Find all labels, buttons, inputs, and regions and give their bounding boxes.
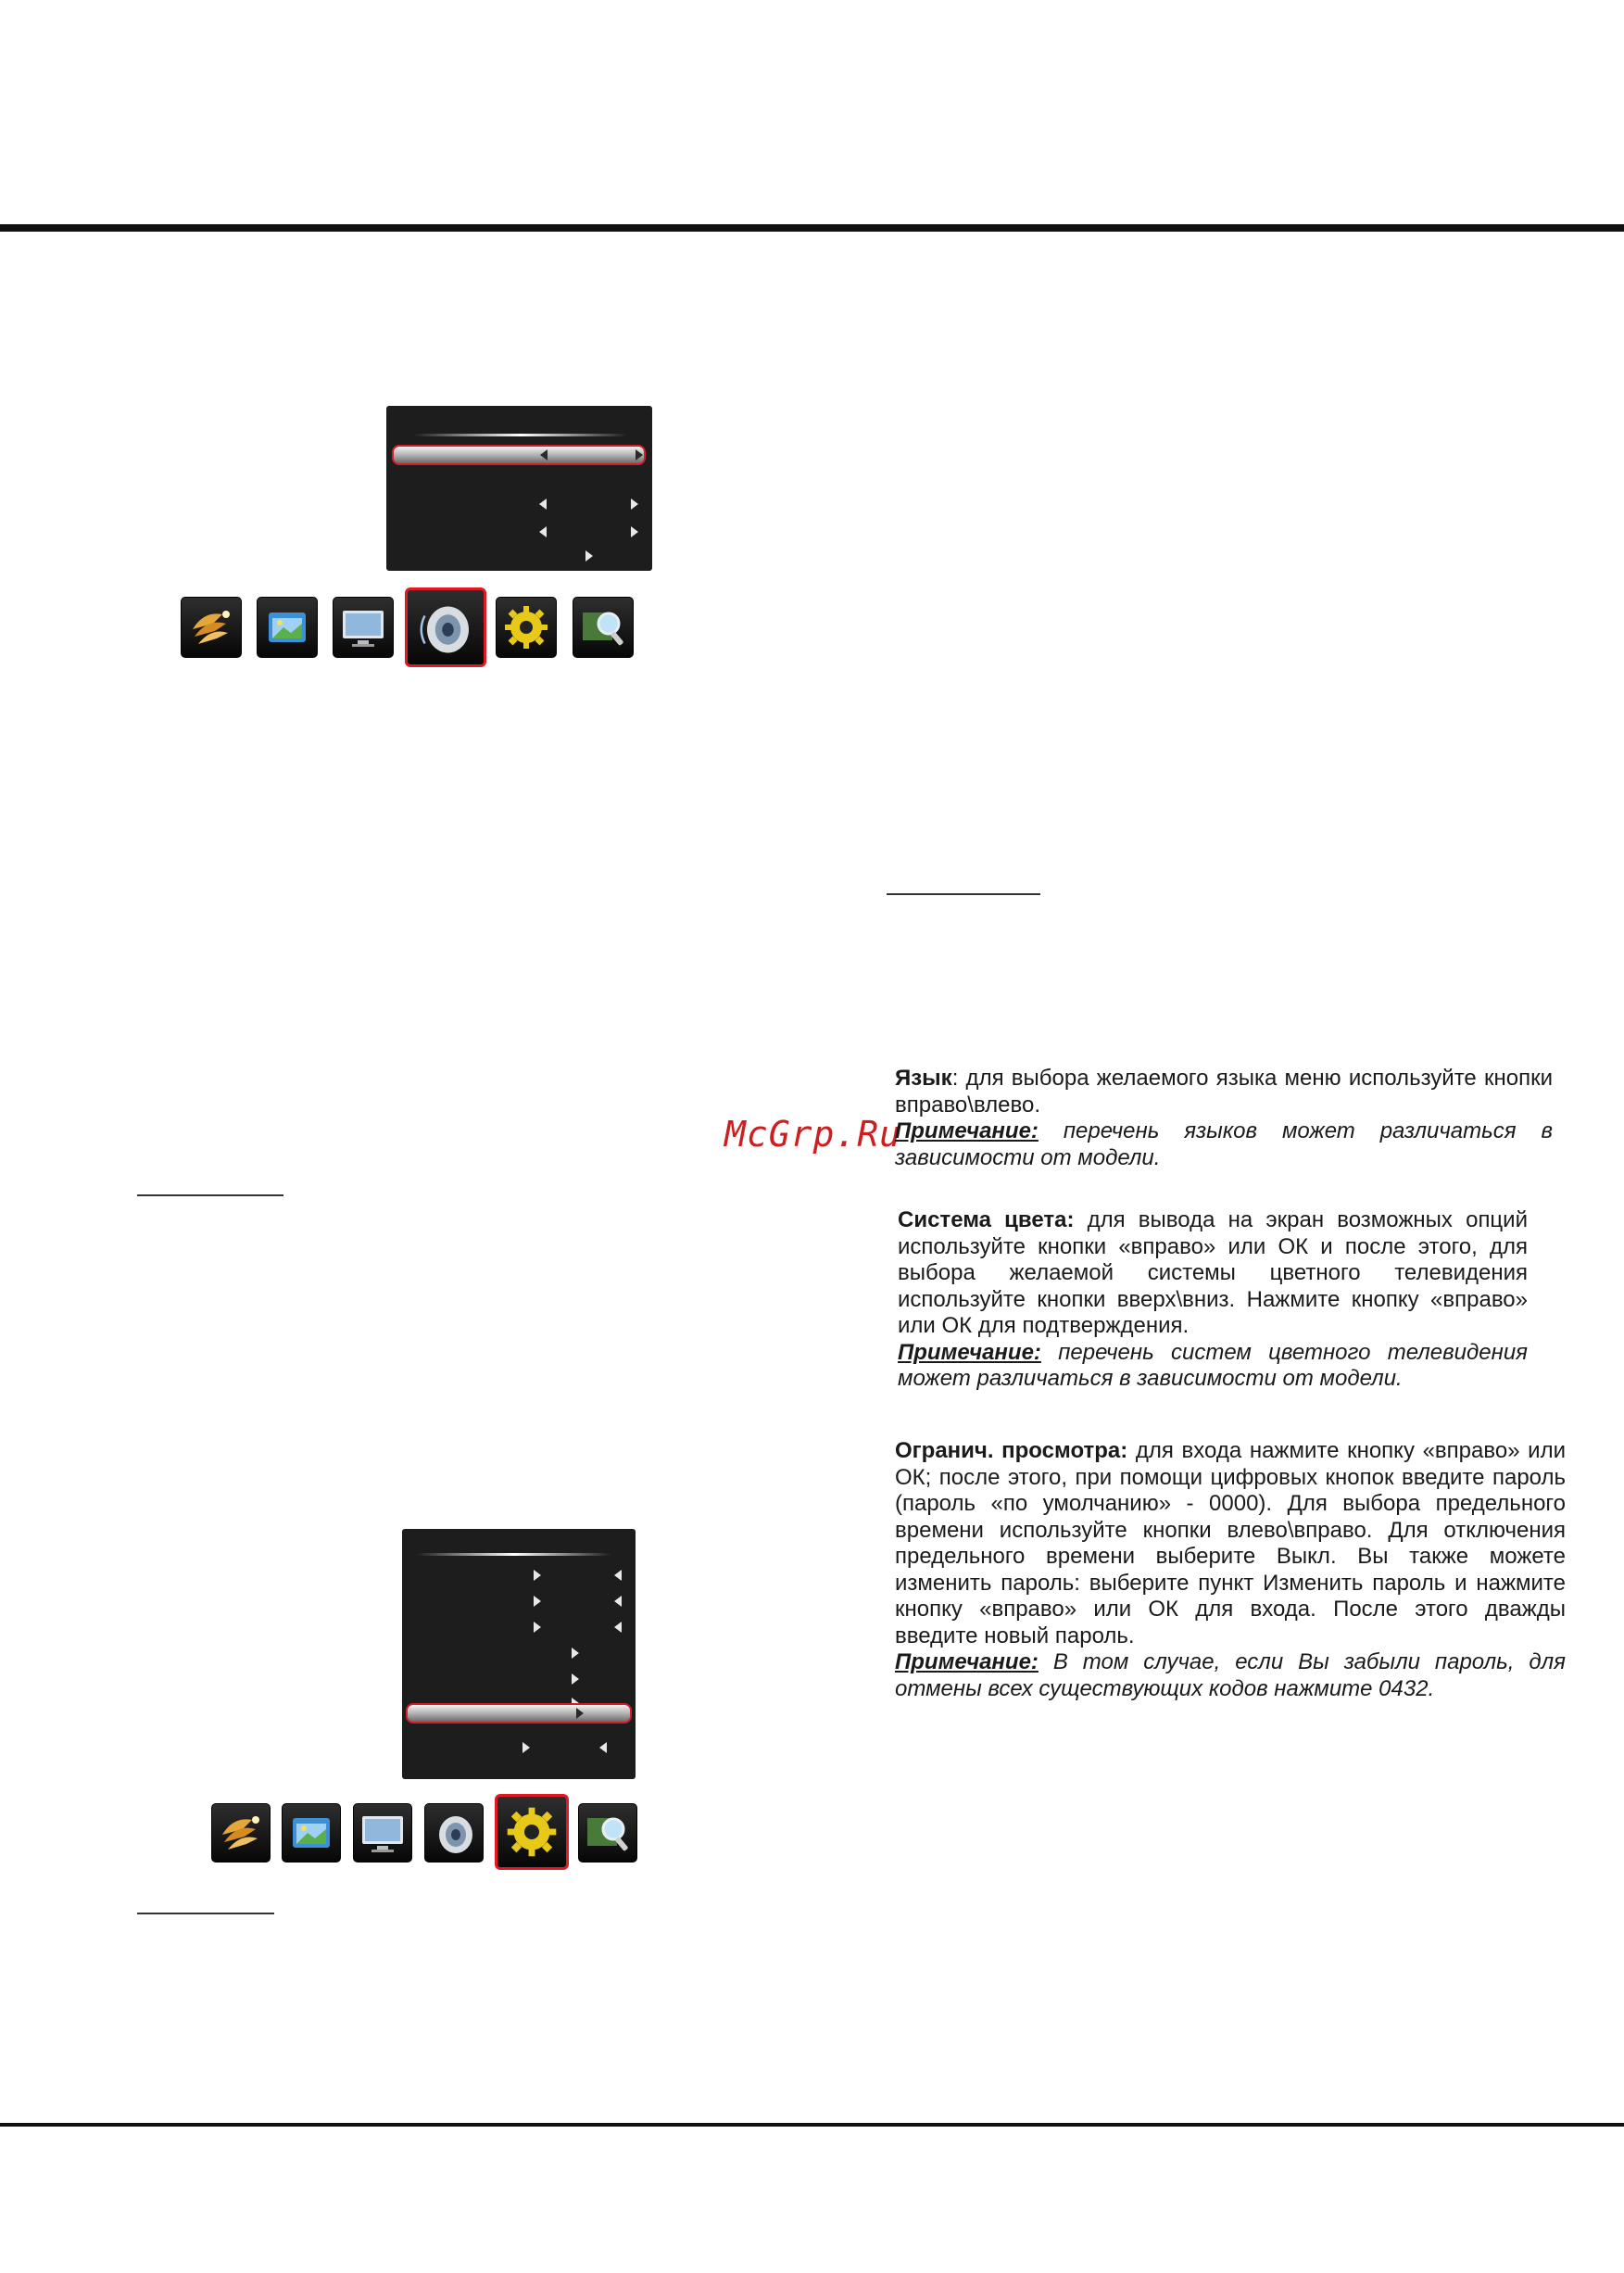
menu-row[interactable] — [402, 1592, 636, 1610]
menu-row[interactable] — [386, 523, 652, 541]
section-rule-left-1 — [137, 1194, 283, 1196]
menu-title-underline — [414, 434, 627, 436]
gear-icon[interactable] — [496, 597, 557, 658]
parental-note-text: В том случае, если Вы забыли пароль, для отмены всех существующих кодов нажмите 0432. — [895, 1649, 1566, 1701]
left-arrow-icon[interactable] — [614, 1596, 622, 1607]
menu-row[interactable] — [402, 1670, 636, 1688]
footer-rule — [0, 2123, 1624, 2127]
watermark: McGrp.Ru — [724, 1114, 902, 1155]
menu-title-underline — [417, 1553, 611, 1556]
tv-screen-icon[interactable] — [333, 597, 394, 658]
right-arrow-icon[interactable] — [585, 550, 593, 562]
color-system-section — [898, 1207, 1528, 1393]
menu-row-selected[interactable] — [406, 1703, 632, 1724]
magnifier-icon[interactable] — [578, 1803, 637, 1863]
menu-row[interactable] — [402, 1566, 636, 1585]
sound-menu-panel — [386, 406, 652, 571]
satellite-dish-icon[interactable] — [181, 597, 242, 658]
setup-menu-panel — [402, 1529, 636, 1779]
parental-section — [895, 1438, 1566, 1702]
menu-row[interactable] — [386, 547, 652, 565]
language-note-text: перечень языков может различаться в зависимости от модели. — [895, 1118, 1553, 1170]
left-arrow-icon[interactable] — [539, 526, 547, 537]
parental-note-label: Примечание: — [895, 1649, 1039, 1674]
right-arrow-icon[interactable] — [534, 1622, 541, 1633]
color-system-note-text: перечень систем цветного телевидения может различаться в зависимости от модели. — [898, 1339, 1528, 1391]
gear-icon[interactable] — [495, 1794, 569, 1870]
menu-row[interactable] — [386, 495, 652, 513]
right-arrow-icon[interactable] — [572, 1648, 579, 1659]
left-arrow-icon[interactable] — [614, 1622, 622, 1633]
right-arrow-icon[interactable] — [631, 499, 638, 510]
section-rule-right — [887, 893, 1040, 895]
left-arrow-icon[interactable] — [540, 449, 548, 461]
section-rule-left-2 — [137, 1913, 274, 1914]
speaker-icon[interactable] — [424, 1803, 484, 1863]
right-arrow-icon[interactable] — [576, 1708, 584, 1719]
menu-row[interactable] — [402, 1644, 636, 1662]
menu-row[interactable] — [402, 1618, 636, 1636]
right-arrow-icon[interactable] — [534, 1570, 541, 1581]
left-arrow-icon[interactable] — [599, 1742, 607, 1753]
speaker-icon[interactable] — [405, 587, 486, 667]
color-system-label: Система цвета: — [898, 1207, 1075, 1232]
menu-row[interactable] — [402, 1738, 636, 1757]
parental-label: Огранич. просмотра: — [895, 1438, 1128, 1463]
language-section — [895, 1066, 1553, 1171]
color-system-note-label: Примечание: — [898, 1339, 1041, 1365]
right-arrow-icon[interactable] — [534, 1596, 541, 1607]
menu-row-selected[interactable] — [392, 445, 646, 465]
tv-screen-icon[interactable] — [353, 1803, 412, 1863]
left-arrow-icon[interactable] — [614, 1570, 622, 1581]
color-system-text: для вывода на экран возможных опций используйте кнопки «вправо» или ОК и после этого, для выбора желаемой системы цветного телевидения используйте кнопки вверх\вниз. Нажмите кнопку «вправо» или ОК для подтверждения. — [898, 1207, 1528, 1338]
magnifier-icon[interactable] — [573, 597, 634, 658]
parental-text: для входа нажмите кнопку «вправо» или ОК; после этого, при помощи цифровых кнопок введите пароль (пароль «по умолчанию» - 0000). Для выбора предельного времени используйте кнопки влево\вправо. Для отключения предельного времени выберите Выкл. Вы также можете изменить пароль: выберите пункт Изменить пароль и нажмите кнопку «вправо» или ОК для входа. После этого дважды введите новый пароль. — [895, 1438, 1566, 1648]
picture-folder-icon[interactable] — [257, 597, 318, 658]
satellite-dish-icon[interactable] — [211, 1803, 271, 1863]
left-arrow-icon[interactable] — [539, 499, 547, 510]
right-arrow-icon[interactable] — [522, 1742, 530, 1753]
header-rule — [0, 224, 1624, 232]
right-arrow-icon[interactable] — [631, 526, 638, 537]
language-label: Язык — [895, 1066, 952, 1091]
language-text: : для выбора желаемого языка меню используйте кнопки вправо\влево. — [895, 1066, 1553, 1118]
language-note-label: Примечание: — [895, 1118, 1039, 1143]
picture-folder-icon[interactable] — [282, 1803, 341, 1863]
right-arrow-icon[interactable] — [572, 1673, 579, 1685]
right-arrow-icon[interactable] — [636, 449, 643, 461]
